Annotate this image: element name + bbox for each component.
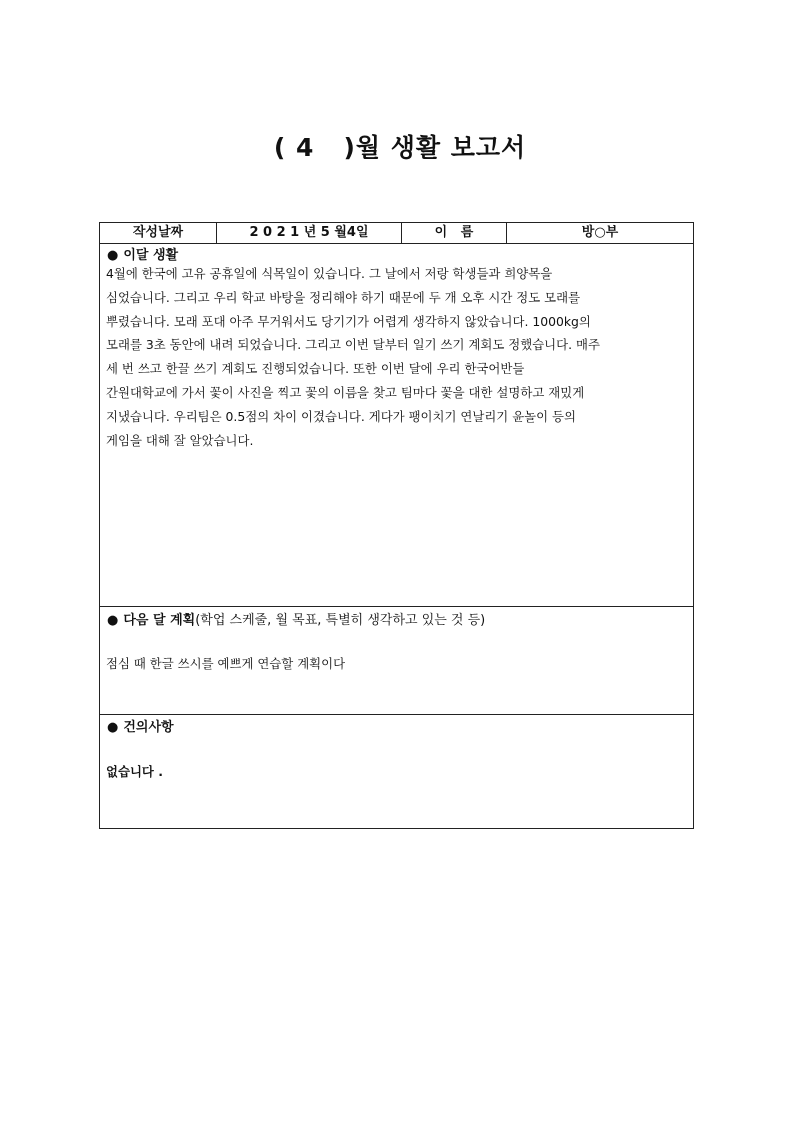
bullet-icon: ●	[107, 248, 119, 263]
section-divider	[100, 606, 693, 607]
form-header-row	[100, 223, 693, 244]
next-month-heading-label: 다음 달 계획	[123, 613, 196, 628]
this-month-heading	[107, 244, 178, 263]
next-month-body: 점심 때 한글 쓰시를 예쁘게 연습할 계획이다	[106, 656, 346, 671]
body-line: 간원대학교에 가서 꽃이 사진을 찍고 꽃의 이름을 찾고 팀마다 꽃을 대한 설명하고 재밌게	[106, 384, 585, 400]
name-label: 이 름	[402, 223, 507, 243]
body-line: 모래를 3초 동안에 내려 되었습니다. 그리고 이번 달부터 일기 쓰기 계회도 정했습니다. 매주	[106, 337, 600, 353]
body-line: 심었습니다. 그리고 우리 학교 바탕을 정리해야 하기 때문에 두 개 오후 시간 정도 모래를	[106, 289, 581, 305]
suggestions-body: 없습니다 .	[106, 764, 163, 779]
suggestions-heading	[107, 716, 174, 735]
next-month-heading-sub: (학업 스케줄, 월 목표, 특별히 생각하고 있는 것 등)	[195, 613, 486, 628]
page-title: ( 4 )월 생활 보고서	[273, 133, 527, 162]
date-label: 작성날짜	[100, 223, 217, 243]
bullet-icon: ●	[107, 613, 119, 628]
this-month-heading-label: 이달 생활	[123, 248, 179, 263]
suggestions-heading-label: 건의사항	[123, 720, 174, 735]
name-value: 방○부	[581, 225, 619, 240]
section-divider	[100, 714, 693, 715]
body-line: 4월에 한국에 고유 공휴일에 식목일이 있습니다. 그 날에서 저랑 학생들과 희양목을	[106, 266, 553, 281]
report-form	[99, 222, 694, 829]
this-month-body	[106, 262, 686, 452]
body-line: 뿌렸습니다. 모래 포대 아주 무거워서도 당기기가 어렵게 생각하지 않았습니다. 1000kg의	[106, 313, 591, 329]
body-line: 지냈습니다. 우리팀은 0.5점의 차이 이겼습니다. 게다가 팽이치기 연날리기 윤놀이 등의	[106, 408, 576, 424]
date-value: 2 0 2 1 년 5 월4일	[217, 223, 402, 243]
body-line: 게임을 대해 잘 알았습니다.	[106, 432, 254, 448]
next-month-heading	[107, 609, 485, 628]
body-line: 세 번 쓰고 한끌 쓰기 계회도 진행되었습니다. 또한 이번 달에 우리 한국어반들	[106, 361, 525, 377]
bullet-icon: ●	[107, 720, 119, 735]
